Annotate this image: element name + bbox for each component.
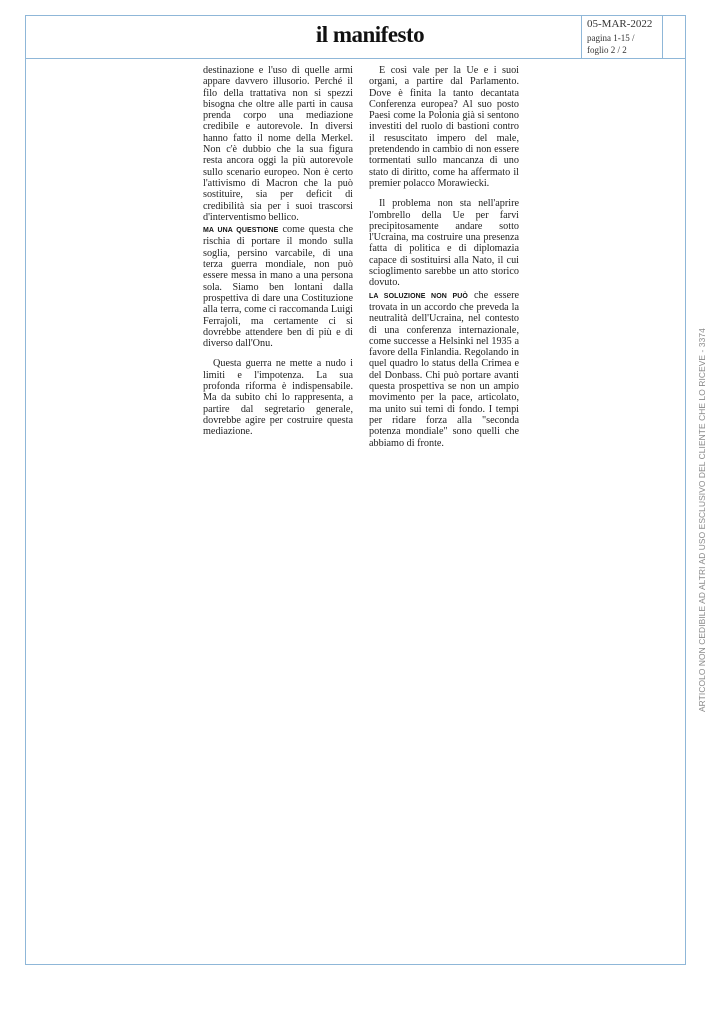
paragraph	[369, 65, 519, 189]
sheet-number: foglio 2 / 2	[587, 45, 627, 55]
header-divider	[25, 58, 686, 59]
paragraph-text: Il problema non sta nell'aprire l'ombrello della Ue per farvi precipitosamente andare sotto l'Ucraina, ma costruire una presenza fatta di politica e di diplomazia capace di sostituirsi alla Nato, il cui scioglimento sarebbe un atto storico dovuto.	[369, 198, 519, 289]
paragraph-text: destinazione e l'uso di quelle armi appare davvero illusorio. Perché il filo della trattativa non si spezzi bisogna che oltre alle parti in causa prenda corpo una mediazione credibile e autorevole. In diversi hanno fatto il nome della Merkel. Non c'è dubbio che la sua figura resta ancora oggi la più autorevole sullo scenario europeo. Non è certo l'attivismo di Macron che la può sostituire, sia per deficit di credibilità sia per i suoi trascorsi d'interventismo bellico.	[203, 65, 353, 223]
header-column-divider-right	[662, 15, 663, 59]
paragraph	[369, 198, 519, 288]
page-number: pagina 1-15 /	[587, 33, 635, 43]
paragraph	[203, 224, 353, 349]
masthead: il manifesto	[315, 22, 425, 47]
header-column-divider	[581, 15, 582, 59]
publication-date: 05-MAR-2022	[587, 18, 653, 30]
paragraph-text: come questa che rischia di portare il mondo sulla soglia, persino varcabile, di una terza guerra mondiale, non può essere messa in mano a una persona sola. Siamo ben lontani dalla prospettiva di dare una Costituzione alla terra, come ci raccomanda Luigi Ferrajoli, ma certamente ci si dovrebbe attendere ben di più e di diverso dall'Onu.	[203, 224, 353, 350]
paragraph-text: Questa guerra ne mette a nudo i limiti e l'impotenza. La sua profonda riforma è indispensabile. Ma da subito chi lo rappresenta, a partire dal segretario generale, dovrebbe agire per costruire questa mediazione.	[203, 358, 353, 438]
copyright-notice: ARTICOLO NON CEDIBILE AD ALTRI AD USO ESCLUSIVO DEL CLIENTE CHE LO RICEVE - 3374	[697, 328, 707, 712]
article-column-left	[203, 65, 353, 438]
paragraph	[203, 358, 353, 437]
paragraph-text: E così vale per la Ue e i suoi organi, a partire dal Parlamento. Dove è finita la tanto decantata Conferenza europea? Al suo posto Paesi come la Polonia già si sentono investiti del ruolo di bastioni contro il resuscitato impero del male, pretendendo in cambio di non essere tormentati sullo mancanza di uno stato di diritto, come ha affermato il premier polacco Morawiecki.	[369, 65, 519, 189]
paragraph-lead: LA SOLUZIONE NON PUÒ	[369, 292, 468, 300]
paragraph-text: che essere trovata in un accordo che preveda la neutralità dell'Ucraina, nel contesto di una conferenza internazionale, come successe a Helsinki nel 1935 a favore della Finlandia. Regolando in quel quadro lo status della Crimea e del Donbass. Chi può portare avanti questa prospettiva se non un ampio movimento per la pace, articolato, ma unito sui temi di fondo. I tempi per ridare forza alla "seconda potenza mondiale" sono quelli che abbiamo di fronte.	[369, 289, 520, 449]
page-frame	[25, 15, 686, 965]
paragraph-lead: MA UNA QUESTIONE	[203, 227, 279, 235]
paragraph	[203, 65, 353, 223]
article-column-right	[369, 65, 519, 449]
paragraph	[369, 290, 519, 449]
